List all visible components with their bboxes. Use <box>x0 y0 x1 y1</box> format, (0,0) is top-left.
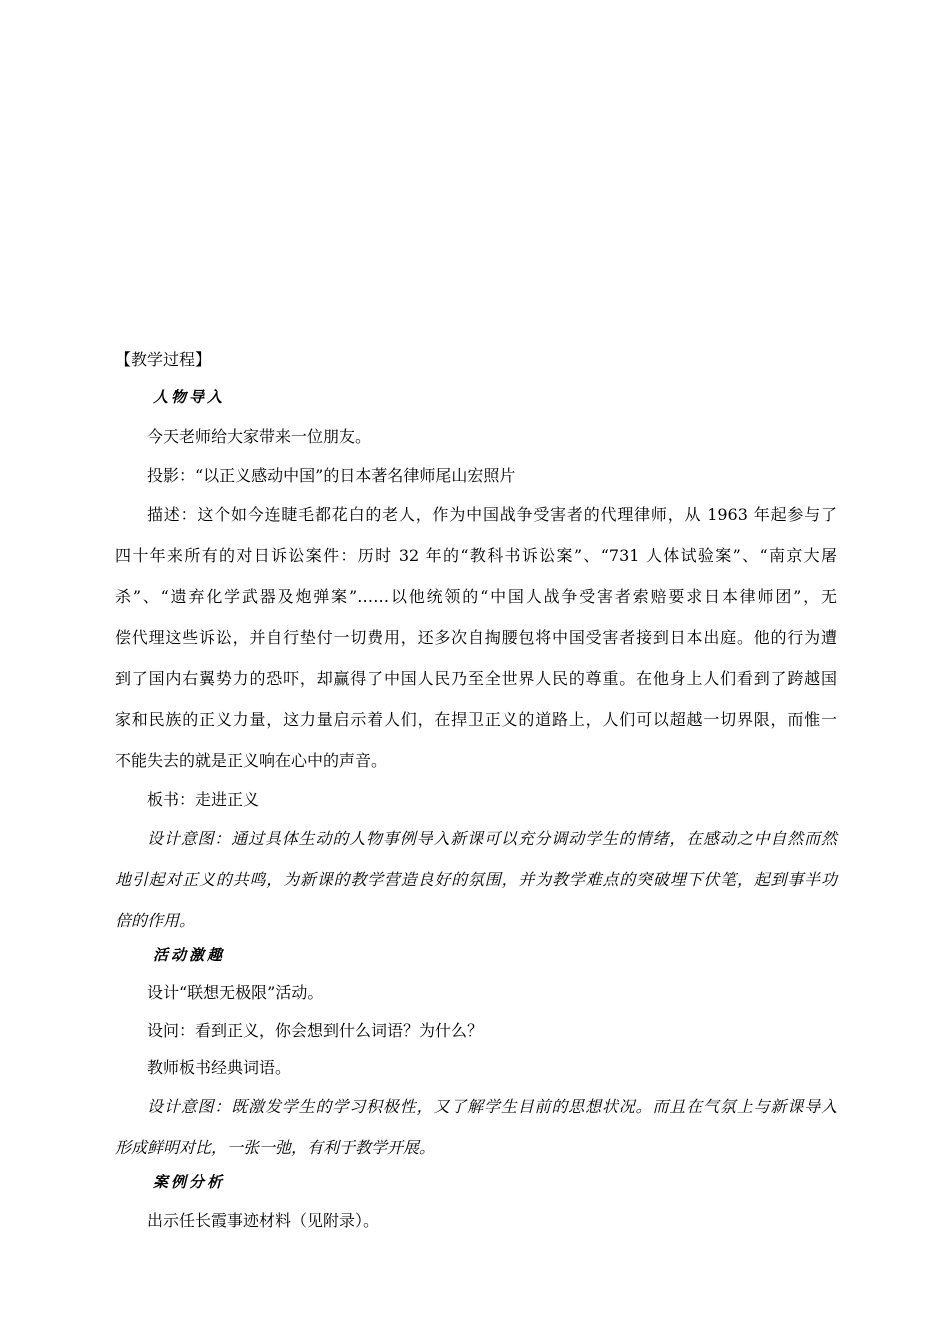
subsection-title-activity: 活动激趣 <box>153 946 226 964</box>
paragraph-board-words: 教师板书经典词语。 <box>147 1058 292 1077</box>
paragraph-desc-line: 描述：这个如今连睫毛都花白的老人，作为中国战争受害者的代理律师，从 1963 年起参与了 <box>147 505 837 524</box>
paragraph-desc-line: 不能失去的就是正义响在心中的声音。 <box>115 751 388 770</box>
paragraph-desc-line: 四十年来所有的对日诉讼案件：历时 32 年的“教科书诉讼案”、“731 人体试验案”、“南京大屠 <box>115 546 837 565</box>
paragraph-design-line: 形成鲜明对比，一张一弛，有利于教学开展。 <box>115 1138 436 1157</box>
paragraph-activity: 设计“联想无极限”活动。 <box>147 983 324 1002</box>
subsection-title-case: 案例分析 <box>153 1173 226 1191</box>
paragraph-board: 板书：走进正义 <box>147 790 260 809</box>
paragraph-question: 设问：看到正义，你会想到什么词语？为什么？ <box>147 1021 484 1040</box>
paragraph-desc-line: 到了国内右翼势力的恐吓，却赢得了中国人民乃至全世界人民的尊重。在他身上人们看到了跨越国 <box>115 669 837 688</box>
paragraph-desc-line: 家和民族的正义力量，这力量启示着人们，在捍卫正义的道路上，人们可以超越一切界限，而惟一 <box>115 710 837 729</box>
subsection-title-intro: 人物导入 <box>153 388 226 406</box>
paragraph-design-line: 设计意图：既激发学生的学习积极性，又了解学生目前的思想状况。而且在气氛上与新课导入 <box>147 1097 837 1116</box>
paragraph-design-line: 设计意图：通过具体生动的人物事例导入新课可以充分调动学生的情绪，在感动之中自然而然 <box>147 829 837 848</box>
paragraph-design-line: 地引起对正义的共鸣，为新课的教学营造良好的氛围，并为教学难点的突破埋下伏笔，起到事半功 <box>115 870 837 889</box>
section-heading: 【教学过程】 <box>115 350 212 369</box>
paragraph-intro: 今天老师给大家带来一位朋友。 <box>147 427 372 446</box>
paragraph-desc-line: 杀”、“遗弃化学武器及炮弹案”……以他统领的“中国人战争受害者索赔要求日本律师团”，无 <box>115 587 837 606</box>
paragraph-projection: 投影：“以正义感动中国”的日本著名律师尾山宏照片 <box>147 466 516 485</box>
paragraph-design-line: 倍的作用。 <box>115 911 196 930</box>
paragraph-material: 出示任长霞事迹材料（见附录）。 <box>147 1211 380 1230</box>
paragraph-desc-line: 偿代理这些诉讼，并自行垫付一切费用，还多次自掏腰包将中国受害者接到日本出庭。他的行为遭 <box>115 628 837 647</box>
